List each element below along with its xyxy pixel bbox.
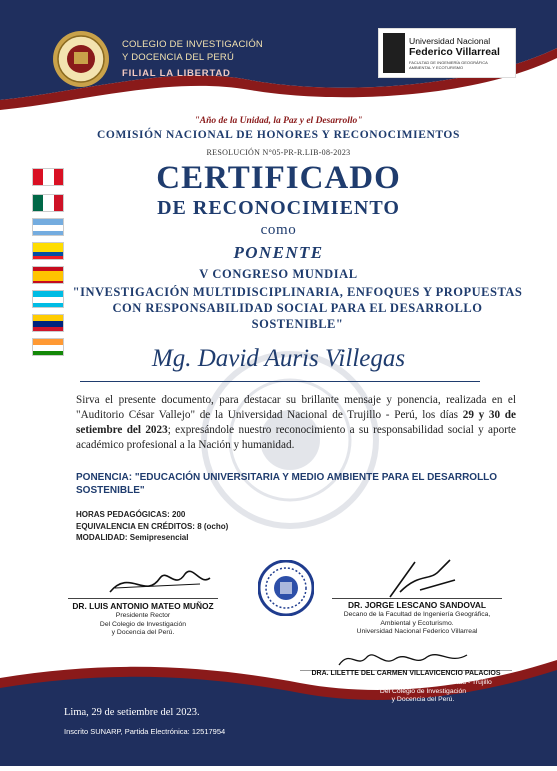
credits-detail: EQUIVALENCIA EN CRÉDITOS: 8 (ocho) xyxy=(76,521,229,531)
left-signer-title1: Presidente Rector xyxy=(115,612,171,619)
bottom-signer-title1: Decana dea Filial Región La Libertad - Trujillo xyxy=(354,679,492,686)
bottom-signer-title xyxy=(334,679,512,705)
university-faculty: FACULTAD DE INGENIERÍA GEOGRÁFICA AMBIENTAL Y ECOTURISMO xyxy=(409,60,488,70)
honduras-flag-icon xyxy=(32,290,64,308)
certificate-como: como xyxy=(260,222,297,238)
place-date: Lima, 29 de setiembre del 2023. xyxy=(64,707,200,718)
body-part2: ; expresándole nuestro reconocimiento a su responsabilidad social y aporte académico profesional a la Nación y humanidad. xyxy=(76,424,516,451)
university-line2: Federico Villarreal xyxy=(409,46,500,58)
left-signer-title2: Del Colegio de Investigación xyxy=(99,620,187,628)
body-part1: Sirva el presente documento, para destacar su brillante mensaje y ponencia, realizada en el "Auditorio César Vallejo" de la Universidad Nacional de Trujillo - Perú, los días xyxy=(76,394,516,421)
left-signer-title3: y Docencia del Perú. xyxy=(111,629,175,636)
university-crest-icon xyxy=(383,33,405,73)
college-stamp-icon xyxy=(258,560,314,616)
certificate-role: PONENTE xyxy=(233,243,324,262)
certificate-subtitle: DE RECONOCIMIENTO xyxy=(157,197,400,219)
right-signer-title xyxy=(317,611,517,637)
right-signature-line xyxy=(332,598,502,599)
bottom-signer-name: DRA. LILETTE DEL CARMEN VILLAVICENCIO PALACIOS xyxy=(311,670,501,677)
hours-detail: HORAS PEDAGÓGICAS: 200 xyxy=(76,510,186,519)
institution-line1: COLEGIO DE INVESTIGACIÓN xyxy=(122,39,263,50)
commission-title: COMISIÓN NACIONAL DE HONORES Y RECONOCIMIENTOS xyxy=(97,129,460,141)
right-signer-title3: Universidad Nacional Federico Villarreal xyxy=(356,628,478,635)
resolution-number: RESOLUCIÓN N°05-PR-R.LIB-08-2023 xyxy=(206,148,351,157)
registration-number: Inscrito SUNARP, Partida Electrónica: 12517954 xyxy=(64,727,226,736)
university-line1: Universidad Nacional xyxy=(409,36,491,46)
ponencia-title: PONENCIA: "EDUCACIÓN UNIVERSITARIA Y MEDIO AMBIENTE PARA EL DESARROLLO SOSTENIBLE" xyxy=(76,472,498,496)
certificate-title: CERTIFICADO xyxy=(156,160,401,196)
recipient-underline xyxy=(80,381,480,382)
bottom-signer-title2: Del Colegio de Investigación xyxy=(379,687,467,695)
congress-name: V CONGRESO MUNDIAL xyxy=(199,267,358,281)
motto: "Año de la Unidad, la Paz y el Desarrollo" xyxy=(194,116,363,126)
recipient-name: Mg. David Auris Villegas xyxy=(151,345,406,372)
congress-theme: "INVESTIGACIÓN MULTIDISCIPLINARIA, ENFOQUES Y PROPUESTAS CON RESPONSABILIDAD SOCIAL PARA EL DESARROLLO SOSTENIBLE" xyxy=(72,285,523,331)
right-signer-title1: Decano de la Facultad de Ingeniería Geográfica, xyxy=(343,611,491,618)
course-details xyxy=(76,509,228,544)
right-signer-name: DR. JORGE LESCANO SANDOVAL xyxy=(347,600,487,610)
certificate-body xyxy=(76,393,516,453)
branch-label: FILIAL LA LIBERTAD xyxy=(122,68,231,79)
university-logo xyxy=(378,28,516,78)
left-signer-title xyxy=(58,612,228,638)
bottom-signer-title3: y Docencia del Perú. xyxy=(391,696,455,703)
right-signer-title2: Ambiental y Ecoturismo. xyxy=(380,619,454,627)
institution-line2: Y DOCENCIA DEL PERÚ xyxy=(122,52,235,63)
left-signer-name: DR. LUIS ANTONIO MATEO MUÑOZ xyxy=(72,601,214,611)
left-signature-line xyxy=(68,598,218,599)
college-seal-icon xyxy=(52,30,110,88)
modality-detail: MODALIDAD: Semipresencial xyxy=(76,533,189,542)
body-dates: 29 y 30 de setiembre del 2023 xyxy=(76,409,516,436)
venezuela-flag-icon xyxy=(32,314,64,332)
